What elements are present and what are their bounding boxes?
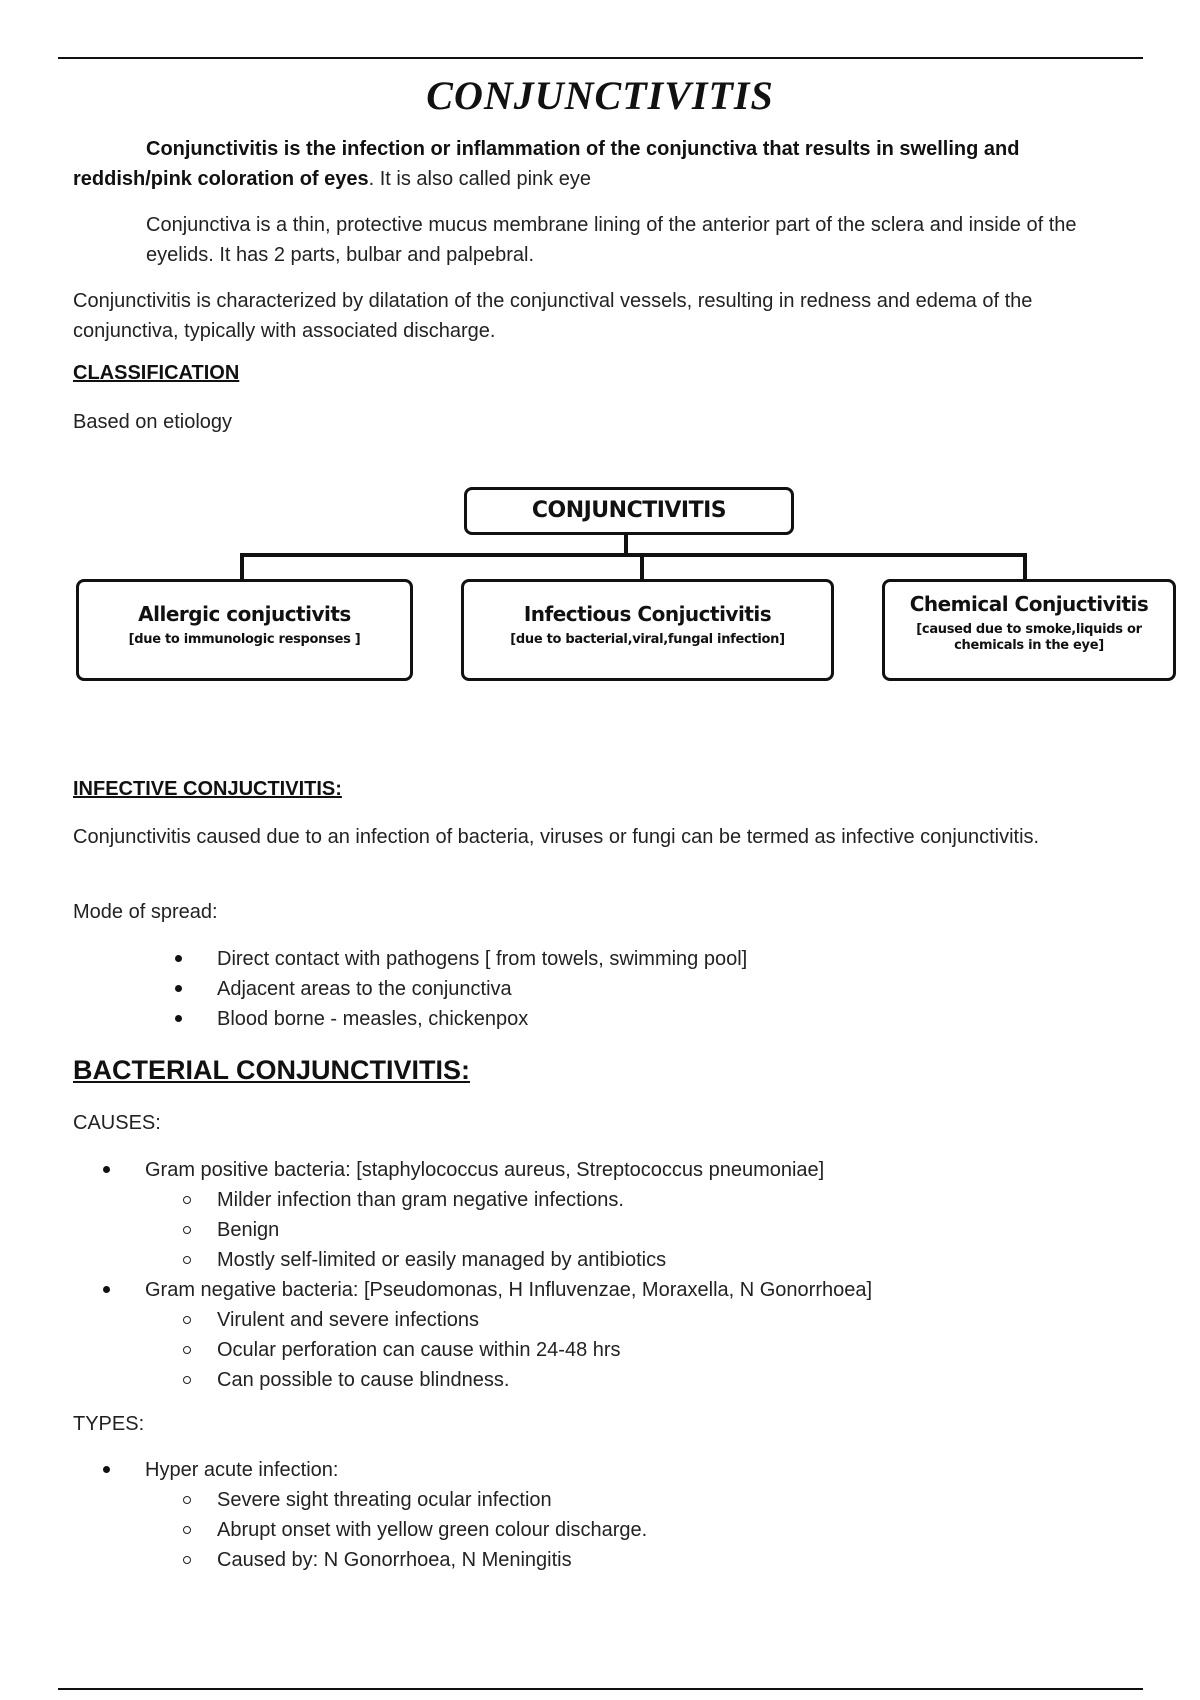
infectious-subtitle: [due to bacterial,viral,fungal infection] (510, 632, 785, 647)
types-label: TYPES: (73, 1413, 145, 1435)
cause-gram-negative: Gram negative bacteria: [Pseudomonas, H Influvenzae, Moraxella, N Gonorrhoea] (145, 1279, 873, 1301)
page-title: CONJUNCTIVITIS (426, 73, 774, 118)
list-item: Mostly self-limited or easily managed by antibiotics (217, 1245, 872, 1275)
infective-description: Conjunctivitis caused due to an infection of bacteria, viruses or fungi can be termed as infective conjunctivitis. (73, 826, 1040, 848)
definition-rest: . It is also called pink eye (368, 168, 591, 190)
conjunctiva-note: Conjunctiva is a thin, protective mucus membrane lining of the anterior part of the sclera and inside of the eyelids. It has 2 parts, bulbar and palpebral. (146, 214, 1077, 266)
chemical-subtitle: [caused due to smoke,liquids or chemicals in the eye] (916, 622, 1142, 653)
spread-list (172, 944, 747, 1034)
top-rule (58, 57, 1143, 59)
connector-right-drop (1023, 553, 1027, 581)
gram-negative-sublist (145, 1305, 872, 1395)
diagram-root-label: CONJUNCTIVITIS (531, 498, 727, 523)
list-item (100, 1455, 647, 1575)
allergic-title: Allergic conjuctivits (138, 602, 351, 626)
cause-gram-positive: Gram positive bacteria: [staphylococcus aureus, Streptococcus pneumoniae] (145, 1159, 825, 1181)
list-item: Blood borne - measles, chickenpox (172, 1004, 747, 1034)
bottom-rule (58, 1688, 1143, 1690)
definition-paragraph (73, 134, 1133, 194)
list-item (100, 1275, 872, 1395)
hyper-acute-sublist (145, 1485, 647, 1575)
list-item (100, 1155, 872, 1275)
list-item: Virulent and severe infections (217, 1305, 872, 1335)
list-item: Severe sight threating ocular infection (217, 1485, 647, 1515)
diagram-box-chemical (882, 579, 1176, 681)
causes-list (100, 1155, 872, 1395)
infective-heading: INFECTIVE CONJUCTIVITIS: (73, 778, 342, 800)
list-item: Adjacent areas to the conjunctiva (172, 974, 747, 1004)
bacterial-heading: BACTERIAL CONJUNCTIVITIS: (73, 1055, 471, 1085)
spread-label: Mode of spread: (73, 901, 218, 923)
types-list (100, 1455, 647, 1575)
connector-middle-drop (640, 553, 644, 581)
type-hyper-acute: Hyper acute infection: (145, 1459, 339, 1481)
diagram-root-box (464, 487, 794, 535)
allergic-subtitle: [due to immunologic responses ] (128, 632, 361, 647)
diagram-box-infectious (461, 579, 834, 681)
gram-positive-sublist (145, 1185, 872, 1275)
classification-basis: Based on etiology (73, 411, 233, 433)
connector-left-drop (240, 553, 244, 581)
infectious-title: Infectious Conjuctivitis (523, 602, 772, 626)
diagram-box-allergic (76, 579, 413, 681)
list-item: Caused by: N Gonorrhoea, N Meningitis (217, 1545, 647, 1575)
list-item: Can possible to cause blindness. (217, 1365, 872, 1395)
list-item: Benign (217, 1215, 872, 1245)
list-item: Milder infection than gram negative infections. (217, 1185, 872, 1215)
characterization-paragraph: Conjunctivitis is characterized by dilatation of the conjunctival vessels, resulting in redness and edema of the conjunctiva, typically with associated discharge. (73, 290, 1033, 342)
connector-horizontal (240, 553, 1027, 557)
chemical-title: Chemical Conjuctivitis (909, 592, 1149, 616)
list-item: Abrupt onset with yellow green colour discharge. (217, 1515, 647, 1545)
list-item: Direct contact with pathogens [ from towels, swimming pool] (172, 944, 747, 974)
definition-bold: Conjunctivitis is the infection or inflammation of the conjunctiva that results in swelling and reddish/pink coloration of eyes (73, 138, 1020, 190)
causes-label: CAUSES: (73, 1112, 161, 1134)
list-item: Ocular perforation can cause within 24-48 hrs (217, 1335, 872, 1365)
classification-heading: CLASSIFICATION (73, 362, 240, 384)
